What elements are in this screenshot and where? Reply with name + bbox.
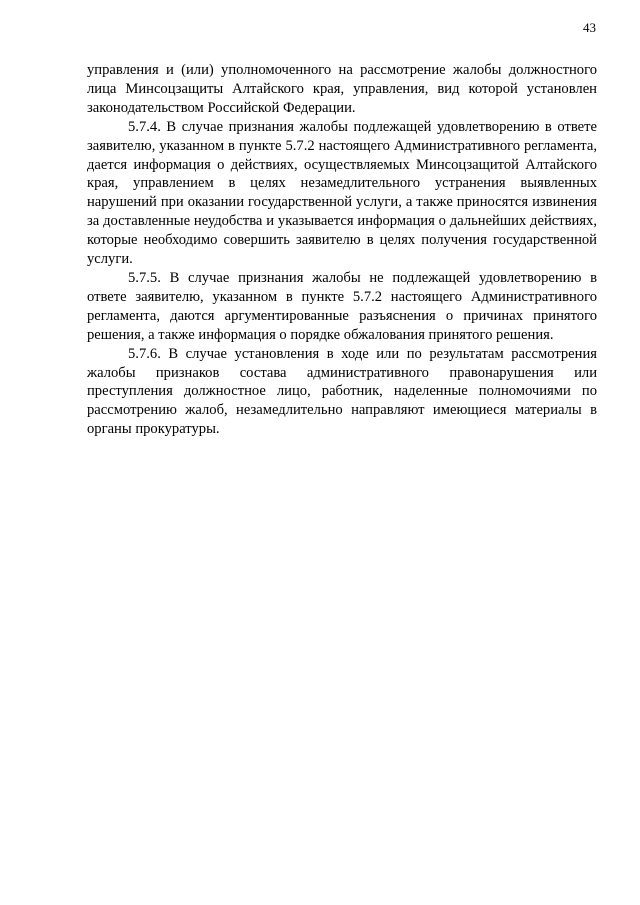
- paragraph-5-7-4: 5.7.4. В случае признания жалобы подлежащей удовлетворению в ответе заявителю, указанном в пункте 5.7.2 настоящего Административного регламента, дается информация о действиях, осуществляемых Минсоцзащитой Алтайского края, управлением в целях незамедлительного устранения выявленных нарушений при оказании государственной услуги, а также приносятся извинения за доставленные неудобства и указывается информация о дальнейших действиях, которые необходимо совершить заявителю в целях получения государственной услуги.: [87, 118, 597, 268]
- document-body: [87, 61, 597, 439]
- paragraph-continuation: управления и (или) уполномоченного на рассмотрение жалобы должностного лица Минсоцзащиты Алтайского края, управления, вид которой установлен законодательством Российской Федерации.: [87, 62, 597, 116]
- paragraph-5-7-6: 5.7.6. В случае установления в ходе или по результатам рассмотрения жалобы признаков состава административного правонарушения или преступления должностное лицо, работник, наделенные полномочиями по рассмотрению жалоб, незамедлительно направляют имеющиеся материалы в органы прокуратуры.: [87, 345, 597, 438]
- paragraph-5-7-5: 5.7.5. В случае признания жалобы не подлежащей удовлетворению в ответе заявителю, указанном в пункте 5.7.2 настоящего Административного регламента, даются аргументированные разъяснения о причинах принятого решения, а также информация о порядке обжалования принятого решения.: [87, 269, 597, 343]
- page-number: 43: [583, 20, 596, 35]
